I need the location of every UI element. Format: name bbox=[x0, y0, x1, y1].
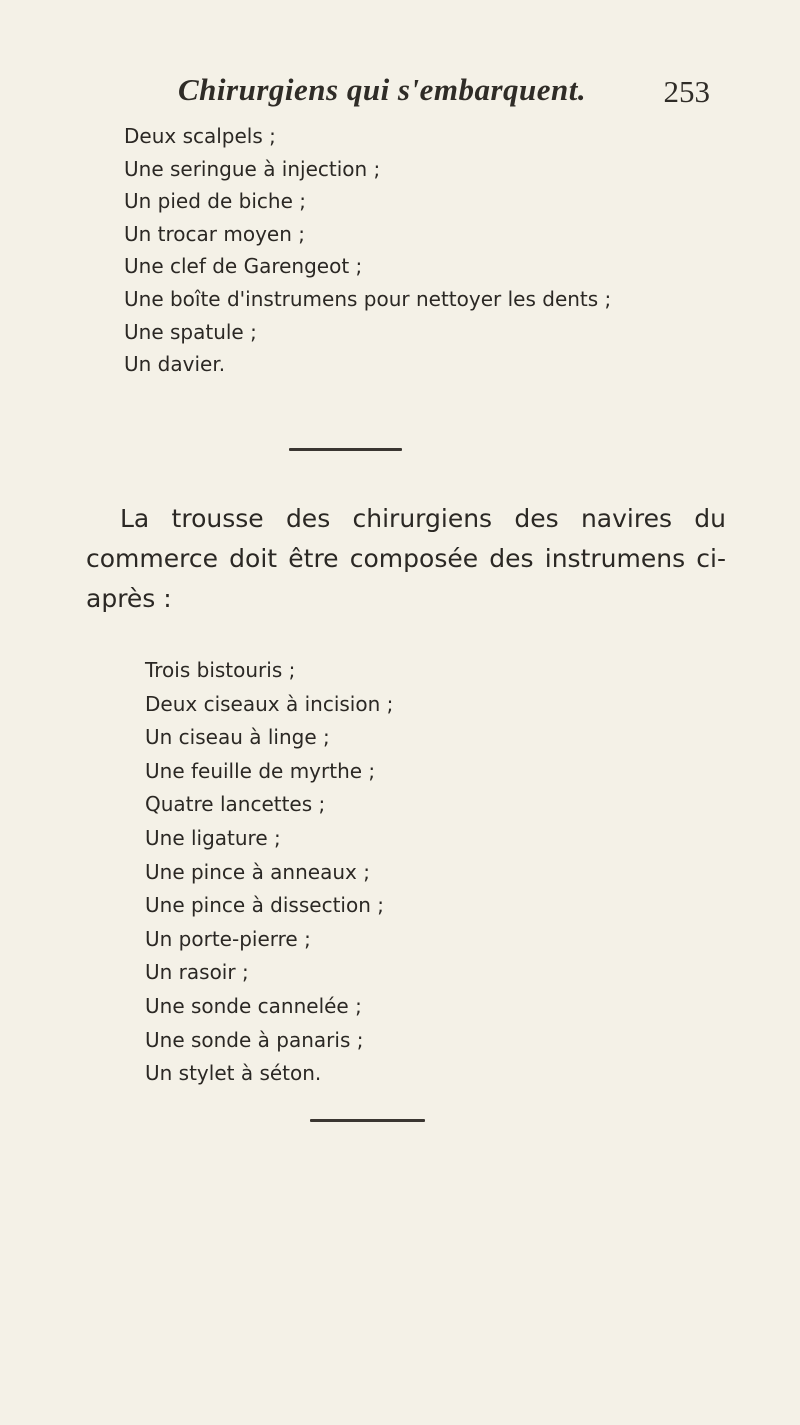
list-item: Un ciseau à linge ; bbox=[145, 725, 330, 750]
list-item: Un porte-pierre ; bbox=[145, 926, 311, 951]
list-item: Une feuille de myrthe ; bbox=[145, 758, 376, 783]
list-item: Une ligature ; bbox=[145, 825, 281, 850]
instrument-list-bottom bbox=[145, 654, 393, 1091]
list-item: Un stylet à séton. bbox=[145, 1061, 322, 1086]
list-item: Deux scalpels ; bbox=[124, 124, 276, 148]
list-item: Une pince à anneaux ; bbox=[145, 859, 370, 884]
page-number: 253 bbox=[663, 74, 710, 109]
running-title: Chirurgiens qui s'embarquent. bbox=[178, 72, 587, 107]
body-paragraph bbox=[86, 499, 726, 619]
list-item: Une sonde cannelée ; bbox=[145, 993, 362, 1018]
instrument-list-top bbox=[124, 120, 611, 381]
list-item: Une pince à dissection ; bbox=[145, 893, 384, 918]
list-item: Deux ciseaux à incision ; bbox=[145, 691, 394, 716]
list-item: Un rasoir ; bbox=[145, 960, 249, 985]
list-item: Trois bistouris ; bbox=[145, 658, 296, 682]
list-item: Une sonde à panaris ; bbox=[145, 1027, 364, 1052]
list-item: Un pied de biche ; bbox=[124, 189, 306, 214]
paragraph-text: La trousse des chirurgiens des navires du commerce doit être composée des instrumens ci-après : bbox=[86, 504, 726, 613]
list-item: Quatre lancettes ; bbox=[145, 792, 326, 817]
list-item: Une boîte d'instrumens pour nettoyer les dents ; bbox=[124, 286, 612, 311]
list-item: Une clef de Garengeot ; bbox=[124, 254, 363, 279]
list-item: Un davier. bbox=[124, 352, 226, 377]
running-head bbox=[150, 72, 710, 120]
list-item: Un trocar moyen ; bbox=[124, 221, 305, 246]
end-divider-rule bbox=[310, 1119, 425, 1122]
list-item: Une spatule ; bbox=[124, 319, 257, 344]
section-divider-rule bbox=[289, 448, 402, 451]
list-item: Une seringue à injection ; bbox=[124, 156, 381, 181]
